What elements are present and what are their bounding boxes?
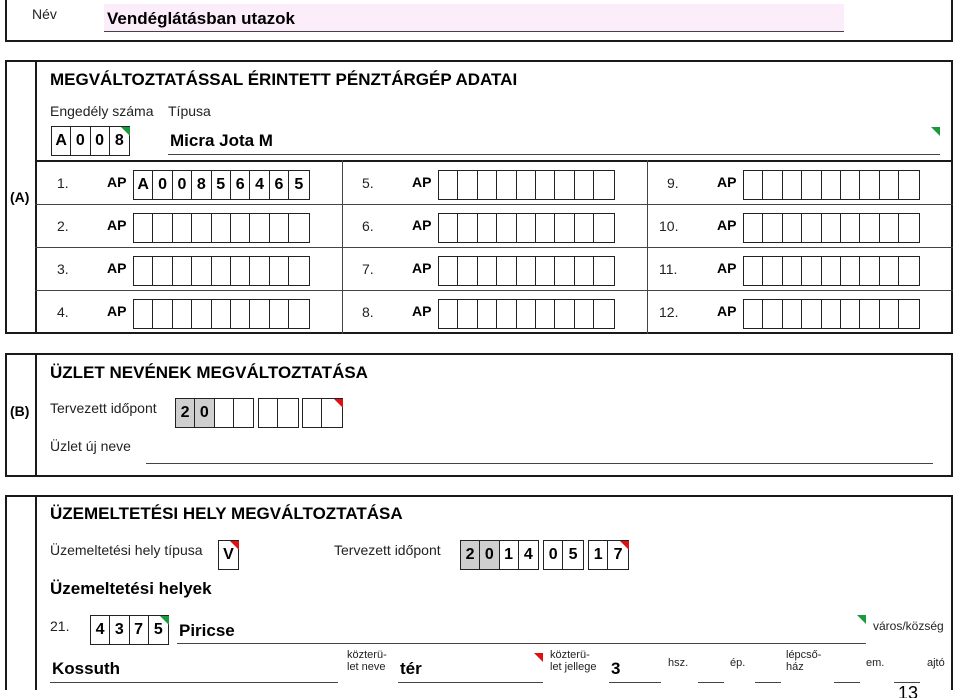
city-underline: [177, 643, 866, 644]
row-number: 7.: [362, 261, 374, 277]
ap-cells[interactable]: [133, 170, 310, 200]
ap-char: 0: [153, 171, 172, 199]
new-name-label: Üzlet új neve: [50, 438, 131, 454]
street-name-label: közterü- let neve: [347, 649, 387, 673]
ap-cells[interactable]: [438, 170, 615, 200]
ap-cells[interactable]: [438, 213, 615, 243]
section-a-divider: [35, 60, 37, 334]
ap-char: 5: [294, 176, 304, 193]
planned-date-month-cells[interactable]: [258, 398, 299, 428]
postal-char: 5: [153, 621, 163, 638]
planned-date-month-cells-c[interactable]: [543, 540, 584, 570]
date-char: 0: [544, 541, 563, 569]
ap-char: 6: [231, 171, 250, 199]
street-type-label: közterü- let jellege: [550, 649, 597, 673]
location-type-value: V: [223, 546, 234, 563]
ap-char: 6: [270, 171, 289, 199]
locations-heading: Üzemeltetési helyek: [50, 579, 212, 598]
license-char: 0: [91, 127, 110, 155]
new-name-field[interactable]: [146, 463, 933, 464]
row-number: 4.: [57, 304, 69, 320]
city-value[interactable]: Piricse: [179, 621, 235, 640]
planned-date-label-c: Tervezett időpont: [334, 542, 441, 558]
planned-date-year-cells[interactable]: [175, 398, 254, 428]
date-marker-icon: [334, 399, 343, 408]
row-number: 1.: [57, 175, 69, 191]
section-a-title: MEGVÁLTOZTATÁSSAL ÉRINTETT PÉNZTÁRGÉP ADATAI: [50, 70, 518, 89]
ajto-label: ajtó: [927, 657, 945, 669]
city-marker-icon: [857, 615, 866, 624]
ep-label: ép.: [730, 657, 746, 669]
postal-char: 7: [130, 616, 149, 644]
location-type-label: Üzemeltetési hely típusa: [50, 542, 203, 558]
house-number-value[interactable]: 3: [611, 659, 621, 678]
row-number: 9.: [667, 175, 679, 191]
planned-date-label: Tervezett időpont: [50, 400, 157, 416]
section-c-divider: [35, 495, 37, 698]
ap-prefix: AP: [717, 303, 737, 319]
date-char: 2: [176, 399, 195, 427]
postal-code-cells[interactable]: [90, 615, 169, 645]
ap-prefix: AP: [412, 174, 432, 190]
page-number: 13: [898, 683, 919, 698]
license-char: 0: [71, 127, 90, 155]
row-number: 8.: [362, 304, 374, 320]
name-label: Név: [32, 6, 57, 22]
grid-row-line: [35, 247, 953, 248]
row-number: 6.: [362, 218, 374, 234]
staircase-label: lépcső- ház: [786, 649, 822, 673]
ap-prefix: AP: [412, 303, 432, 319]
ap-cells[interactable]: [133, 299, 310, 329]
section-a-marker: (A): [10, 189, 30, 205]
location-row-number: 21.: [50, 618, 70, 634]
location-type-marker-icon: [230, 541, 239, 550]
date-char: 0: [480, 541, 499, 569]
date-char: 5: [568, 546, 578, 563]
grid-row-line: [35, 204, 953, 205]
postal-char: 4: [91, 616, 110, 644]
ap-cells[interactable]: [438, 299, 615, 329]
ap-cells[interactable]: [743, 299, 920, 329]
house-number-underline: [609, 682, 661, 683]
postal-marker-icon: [160, 616, 169, 625]
ap-prefix: AP: [717, 260, 737, 276]
row-number: 2.: [57, 218, 69, 234]
date-char: 7: [613, 546, 623, 563]
date-char: 4: [523, 546, 533, 563]
hsz-label: hsz.: [668, 657, 689, 669]
ap-prefix: AP: [107, 217, 127, 233]
ap-prefix: AP: [107, 260, 127, 276]
ap-prefix: AP: [717, 174, 737, 190]
row-number: 11.: [659, 261, 678, 277]
street-type-value[interactable]: tér: [400, 659, 422, 678]
page-bottom-cover: [0, 690, 960, 698]
license-number-cells[interactable]: [51, 126, 130, 156]
row-number: 3.: [57, 261, 69, 277]
grid-top-line: [35, 160, 953, 162]
grid-row-line: [35, 290, 953, 291]
date-char: 1: [500, 541, 519, 569]
license-label: Engedély száma: [50, 103, 154, 119]
type-underline: [168, 154, 940, 155]
section-c-title: ÜZEMELTETÉSI HELY MEGVÁLTOZTATÁSA: [50, 504, 403, 523]
staircase-underline: [755, 682, 781, 683]
ap-prefix: AP: [107, 174, 127, 190]
ap-char: 0: [173, 171, 192, 199]
license-char: 8: [114, 132, 124, 149]
license-marker-icon: [121, 127, 130, 136]
ap-cells[interactable]: [133, 256, 310, 286]
name-value: Vendéglátásban utazok: [107, 9, 295, 28]
ap-cells[interactable]: [743, 170, 920, 200]
type-label: Típusa: [168, 103, 211, 119]
ap-cells[interactable]: [133, 213, 310, 243]
ap-char: A: [134, 171, 153, 199]
ap-char: 5: [212, 171, 231, 199]
ap-char: 8: [192, 171, 211, 199]
ap-prefix: AP: [412, 217, 432, 233]
name-field[interactable]: [104, 4, 844, 32]
row-number: 5.: [362, 175, 374, 191]
date-marker-icon-c: [620, 541, 629, 550]
ap-cells[interactable]: [743, 256, 920, 286]
type-value[interactable]: Micra Jota M: [170, 131, 273, 150]
ap-cells[interactable]: [743, 213, 920, 243]
row-number: 12.: [659, 304, 679, 320]
ap-prefix: AP: [107, 303, 127, 319]
section-b-divider: [35, 353, 37, 477]
row-number: 10.: [659, 218, 679, 234]
ap-char: 4: [250, 171, 269, 199]
floor-underline: [834, 682, 860, 683]
ap-prefix: AP: [717, 217, 737, 233]
license-char: A: [52, 127, 71, 155]
street-name-value[interactable]: Kossuth: [52, 659, 120, 678]
postal-char: 3: [110, 616, 129, 644]
city-label: város/község: [873, 619, 944, 633]
ap-prefix: AP: [412, 260, 432, 276]
ap-cells[interactable]: [438, 256, 615, 286]
section-b-title: ÜZLET NEVÉNEK MEGVÁLTOZTATÁSA: [50, 363, 368, 382]
date-char: 1: [589, 541, 608, 569]
em-label: em.: [866, 657, 885, 669]
date-char: 2: [461, 541, 480, 569]
grid-col-line: [647, 160, 648, 334]
street-type-marker-icon: [534, 653, 543, 662]
planned-date-year-cells-c[interactable]: [460, 540, 539, 570]
street-name-underline: [50, 682, 338, 683]
section-b-marker: (B): [10, 403, 30, 419]
date-char: 0: [195, 399, 214, 427]
building-underline: [698, 682, 724, 683]
type-marker-icon: [931, 127, 940, 136]
street-type-underline: [398, 682, 543, 683]
grid-col-line: [342, 160, 343, 334]
